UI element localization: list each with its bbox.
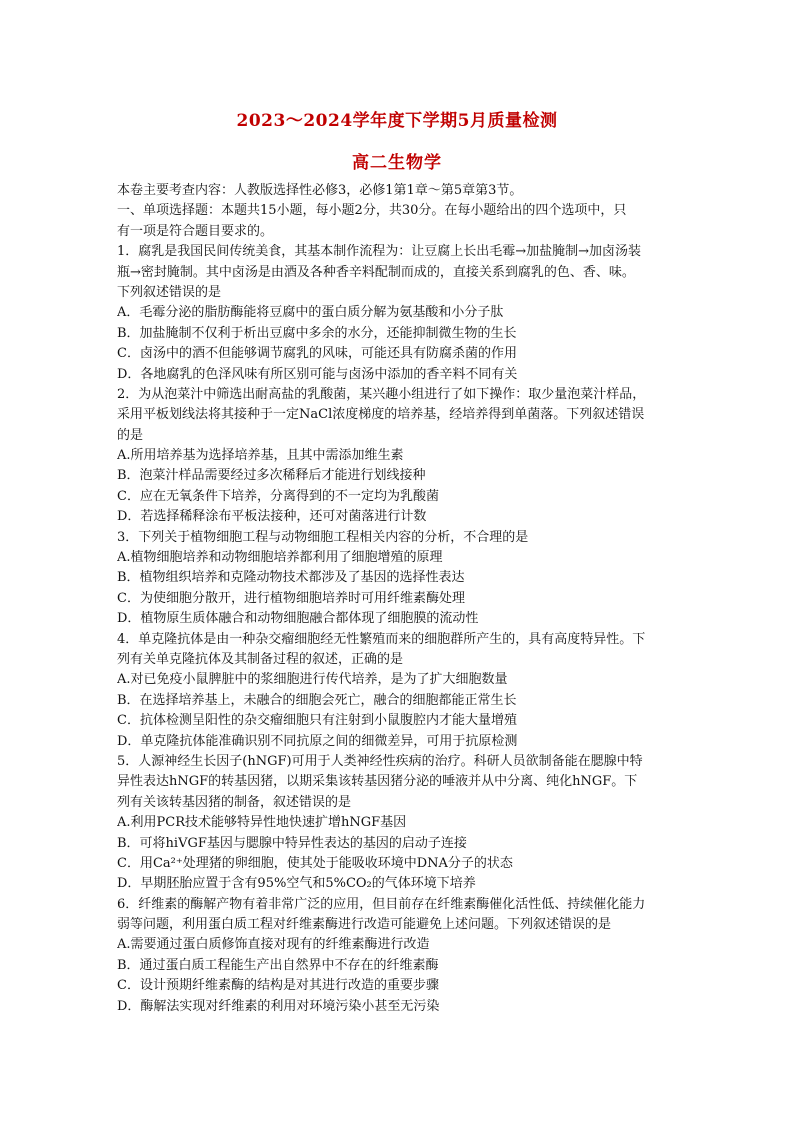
text-line: C．应在无氧条件下培养，分离得到的不一定均为乳酸菌 xyxy=(117,488,439,504)
text-line: A.对已免疫小鼠脾脏中的浆细胞进行传代培养，是为了扩大细胞数量 xyxy=(117,672,508,688)
text-line: C．卤汤中的酒不但能够调节腐乳的风味，可能还具有防腐杀菌的作用 xyxy=(117,346,517,362)
text-line: B．植物组织培养和克隆动物技术都涉及了基因的选择性表达 xyxy=(117,570,465,586)
text-line: 瓶→密封腌制。其中卤汤是由酒及各种香辛料配制而成的，直接关系到腐乳的色、香、味。 xyxy=(117,264,635,280)
exam-title: 2023～2024学年度下学期5月质量检测 xyxy=(236,111,558,131)
text-line: 的是 xyxy=(117,427,144,443)
text-line: D．早期胚胎应置于含有95%空气和5%CO₂的气体环境下培养 xyxy=(117,876,476,892)
text-line: D．植物原生质体融合和动物细胞融合都体现了细胞膜的流动性 xyxy=(117,611,479,627)
text-line: 弱等问题，利用蛋白质工程对纤维素酶进行改造可能避免上述问题。下列叙述错误的是 xyxy=(117,917,612,933)
text-line: 一、单项选择题：本题共15小题，每小题2分，共30分。在每小题给出的四个选项中，只 xyxy=(117,203,627,219)
text-line: D．酶解法实现对纤维素的利用对环境污染小甚至无污染 xyxy=(117,998,440,1014)
text-line: A．毛霉分泌的脂肪酶能将豆腐中的蛋白质分解为氨基酸和小分子肽 xyxy=(117,305,504,321)
text-line: A.植物细胞培养和动物细胞培养都利用了细胞增殖的原理 xyxy=(117,550,443,566)
text-line: 有一项是符合题目要求的。 xyxy=(117,223,274,239)
text-line: D．单克隆抗体能准确识别不同抗原之间的细微差异，可用于抗原检测 xyxy=(117,733,518,749)
text-line: B．泡菜汁样品需要经过多次稀释后才能进行划线接种 xyxy=(117,468,426,484)
text-line: 1．腐乳是我国民间传统美食，其基本制作流程为：让豆腐上长出毛霉→加盐腌制→加卤汤装 xyxy=(117,244,642,260)
text-line: A.利用PCR技术能够特异性地快速扩增hNGF基因 xyxy=(117,815,407,831)
text-line: B．通过蛋白质工程能生产出自然界中不存在的纤维素酶 xyxy=(117,957,439,973)
text-line: 本卷主要考查内容：人教版选择性必修3，必修1第1章～第5章第3节。 xyxy=(117,183,523,198)
text-line: 下列叙述错误的是 xyxy=(117,284,222,300)
text-line: A.需要通过蛋白质修饰直接对现有的纤维素酶进行改造 xyxy=(117,937,430,953)
text-line: 4．单克隆抗体是由一种杂交瘤细胞经无性繁殖而来的细胞群所产生的，具有高度特异性。下 xyxy=(117,631,646,647)
text-line: 采用平板划线法将其接种于一定NaCl浓度梯度的培养基，经培养得到单菌落。下列叙述错误 xyxy=(117,407,645,423)
text-line: 异性表达hNGF的转基因猪，以期采集该转基因猪分泌的唾液并从中分离、纯化hNGF。下 xyxy=(117,774,638,790)
exam-body xyxy=(117,181,687,1017)
text-line: C．设计预期纤维素酶的结构是对其进行改造的重要步骤 xyxy=(117,978,439,994)
text-line: A.所用培养基为选择培养基，且其中需添加维生素 xyxy=(117,448,404,464)
text-line: C．为使细胞分散开，进行植物细胞培养时可用纤维素酶处理 xyxy=(117,590,465,606)
text-line: 3．下列关于植物细胞工程与动物细胞工程相关内容的分析，不合理的是 xyxy=(117,529,529,545)
text-line: 列有关该转基因猪的制备，叙述错误的是 xyxy=(117,794,352,810)
text-line: 5．人源神经生长因子(hNGF)可用于人类神经性疾病的治疗。科研人员欲制备能在腮腺中特 xyxy=(117,753,643,769)
text-line: D．各地腐乳的色泽风味有所区别可能与卤汤中添加的香辛料不同有关 xyxy=(117,366,518,382)
text-line: B．在选择培养基上，未融合的细胞会死亡，融合的细胞都能正常生长 xyxy=(117,692,517,708)
text-line: B．可将hiVGF基因与腮腺中特异性表达的基因的启动子连接 xyxy=(117,835,467,851)
text-line: B．加盐腌制不仅利于析出豆腐中多余的水分，还能抑制微生物的生长 xyxy=(117,325,517,341)
text-line: 2．为从泡菜汁中筛选出耐高盐的乳酸菌，某兴趣小组进行了如下操作：取少量泡菜汁样品， xyxy=(117,386,646,402)
text-line: D．若选择稀释涂布平板法接种，还可对菌落进行计数 xyxy=(117,509,427,525)
text-line: 6．纤维素的酶解产物有着非常广泛的应用，但目前存在纤维素酶催化活性低、持续催化能力 xyxy=(117,896,646,912)
exam-subject: 高二生物学 xyxy=(352,153,442,173)
text-line: C．用Ca²⁺处理猪的卵细胞，使其处于能吸收环境中DNA分子的状态 xyxy=(117,855,513,871)
text-line: 列有关单克隆抗体及其制备过程的叙述，正确的是 xyxy=(117,651,404,667)
text-line: C．抗体检测呈阳性的杂交瘤细胞只有注射到小鼠腹腔内才能大量增殖 xyxy=(117,713,517,729)
